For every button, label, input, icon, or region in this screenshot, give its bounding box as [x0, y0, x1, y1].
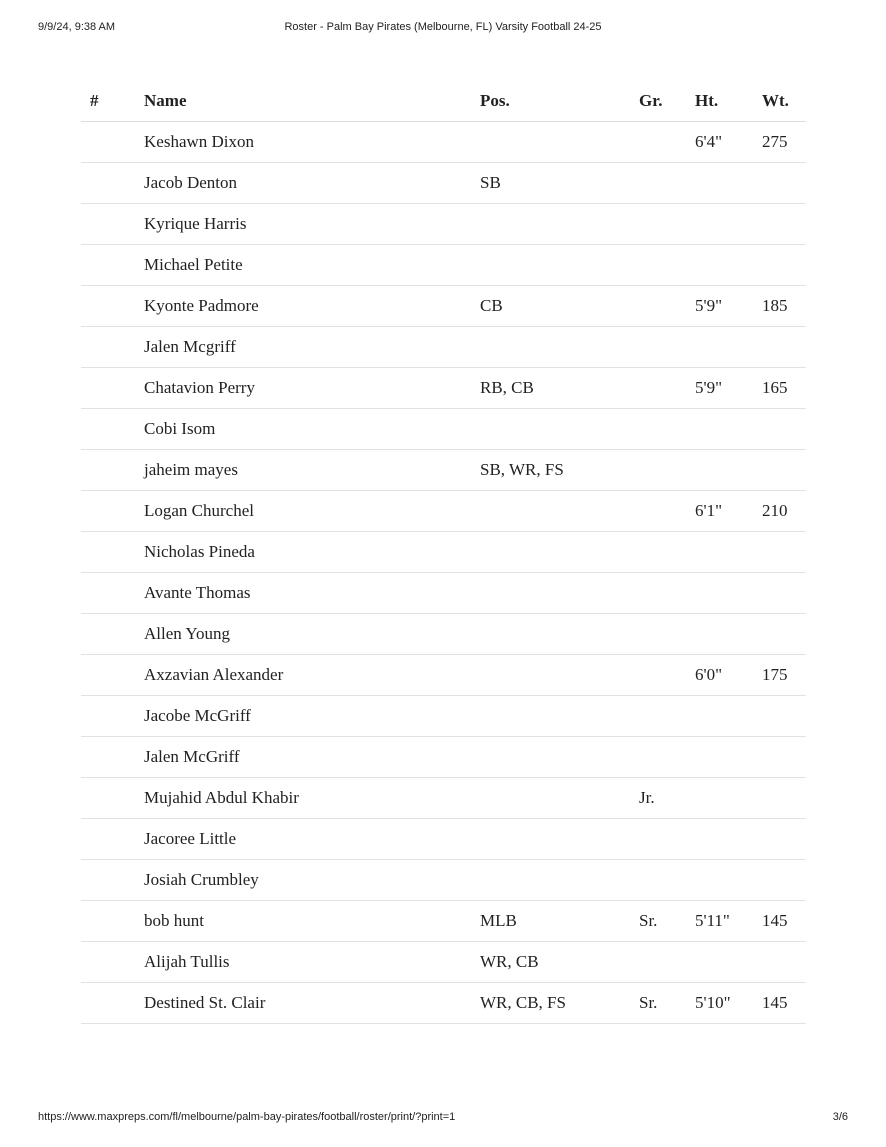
cell-weight — [762, 204, 806, 245]
cell-weight: 275 — [762, 122, 806, 163]
cell-grade — [639, 696, 695, 737]
table-row — [81, 942, 806, 983]
cell-player-name: jaheim mayes — [144, 450, 480, 491]
cell-height — [695, 737, 762, 778]
cell-height: 6'1" — [695, 491, 762, 532]
cell-number — [81, 327, 144, 368]
cell-number — [81, 778, 144, 819]
cell-weight — [762, 573, 806, 614]
cell-grade — [639, 614, 695, 655]
cell-height — [695, 860, 762, 901]
cell-weight — [762, 942, 806, 983]
column-header-height: Ht. — [695, 80, 762, 122]
cell-grade — [639, 655, 695, 696]
cell-player-name: Destined St. Clair — [144, 983, 480, 1024]
cell-position — [480, 122, 639, 163]
table-row — [81, 860, 806, 901]
cell-number — [81, 860, 144, 901]
cell-grade — [639, 942, 695, 983]
cell-height: 6'4" — [695, 122, 762, 163]
cell-number — [81, 286, 144, 327]
cell-grade — [639, 532, 695, 573]
table-row — [81, 491, 806, 532]
roster-table-body — [81, 122, 806, 1024]
cell-position — [480, 778, 639, 819]
cell-weight: 185 — [762, 286, 806, 327]
cell-weight — [762, 245, 806, 286]
cell-weight: 145 — [762, 901, 806, 942]
cell-grade — [639, 450, 695, 491]
table-row — [81, 983, 806, 1024]
cell-weight — [762, 737, 806, 778]
cell-position — [480, 573, 639, 614]
cell-grade — [639, 163, 695, 204]
cell-number — [81, 204, 144, 245]
cell-number — [81, 614, 144, 655]
cell-position — [480, 737, 639, 778]
cell-weight — [762, 696, 806, 737]
cell-weight — [762, 409, 806, 450]
cell-player-name: Kyonte Padmore — [144, 286, 480, 327]
cell-height — [695, 819, 762, 860]
roster-table — [81, 80, 806, 1024]
cell-height — [695, 245, 762, 286]
cell-position — [480, 409, 639, 450]
cell-position — [480, 327, 639, 368]
header-row — [81, 80, 806, 122]
table-row — [81, 122, 806, 163]
cell-grade — [639, 245, 695, 286]
column-header-weight: Wt. — [762, 80, 806, 122]
cell-number — [81, 737, 144, 778]
cell-grade: Sr. — [639, 983, 695, 1024]
table-row — [81, 327, 806, 368]
cell-height — [695, 942, 762, 983]
table-row — [81, 737, 806, 778]
cell-number — [81, 573, 144, 614]
cell-weight — [762, 614, 806, 655]
cell-grade: Jr. — [639, 778, 695, 819]
print-url: https://www.maxpreps.com/fl/melbourne/palm-bay-pirates/football/roster/print/?print=1 — [38, 1111, 456, 1123]
cell-weight — [762, 778, 806, 819]
cell-position: SB, WR, FS — [480, 450, 639, 491]
column-header-number: # — [81, 80, 144, 122]
cell-player-name: Kyrique Harris — [144, 204, 480, 245]
cell-position — [480, 532, 639, 573]
cell-grade — [639, 737, 695, 778]
column-header-grade: Gr. — [639, 80, 695, 122]
cell-grade — [639, 860, 695, 901]
cell-number — [81, 942, 144, 983]
cell-weight: 210 — [762, 491, 806, 532]
table-row — [81, 655, 806, 696]
cell-player-name: Alijah Tullis — [144, 942, 480, 983]
cell-position — [480, 860, 639, 901]
cell-weight — [762, 163, 806, 204]
cell-height — [695, 778, 762, 819]
cell-player-name: Jalen McGriff — [144, 737, 480, 778]
cell-number — [81, 122, 144, 163]
cell-grade: Sr. — [639, 901, 695, 942]
cell-height: 5'9" — [695, 368, 762, 409]
cell-player-name: Mujahid Abdul Khabir — [144, 778, 480, 819]
table-row — [81, 532, 806, 573]
cell-grade — [639, 204, 695, 245]
cell-number — [81, 409, 144, 450]
cell-number — [81, 696, 144, 737]
table-row — [81, 368, 806, 409]
cell-weight — [762, 327, 806, 368]
cell-player-name: Logan Churchel — [144, 491, 480, 532]
cell-position — [480, 696, 639, 737]
cell-grade — [639, 573, 695, 614]
cell-position — [480, 819, 639, 860]
cell-grade — [639, 409, 695, 450]
cell-number — [81, 532, 144, 573]
cell-height — [695, 573, 762, 614]
cell-player-name: Chatavion Perry — [144, 368, 480, 409]
cell-grade — [639, 286, 695, 327]
table-row — [81, 163, 806, 204]
print-datetime: 9/9/24, 9:38 AM — [38, 21, 116, 33]
cell-player-name: Josiah Crumbley — [144, 860, 480, 901]
cell-height — [695, 450, 762, 491]
cell-weight — [762, 860, 806, 901]
table-row — [81, 778, 806, 819]
cell-player-name: Axzavian Alexander — [144, 655, 480, 696]
column-header-name: Name — [144, 80, 480, 122]
print-header — [38, 21, 848, 37]
cell-player-name: Cobi Isom — [144, 409, 480, 450]
table-row — [81, 696, 806, 737]
cell-height: 5'9" — [695, 286, 762, 327]
cell-grade — [639, 819, 695, 860]
cell-player-name: Jacoree Little — [144, 819, 480, 860]
cell-height: 5'10" — [695, 983, 762, 1024]
cell-position — [480, 245, 639, 286]
cell-position: RB, CB — [480, 368, 639, 409]
cell-grade — [639, 122, 695, 163]
table-row — [81, 450, 806, 491]
cell-number — [81, 491, 144, 532]
cell-height — [695, 204, 762, 245]
cell-grade — [639, 491, 695, 532]
cell-height — [695, 532, 762, 573]
cell-weight — [762, 532, 806, 573]
table-row — [81, 573, 806, 614]
cell-position: WR, CB, FS — [480, 983, 639, 1024]
cell-weight: 165 — [762, 368, 806, 409]
column-header-position: Pos. — [480, 80, 639, 122]
print-footer — [38, 1111, 848, 1127]
cell-height: 6'0" — [695, 655, 762, 696]
table-row — [81, 286, 806, 327]
cell-player-name: Allen Young — [144, 614, 480, 655]
cell-height: 5'11" — [695, 901, 762, 942]
cell-weight: 175 — [762, 655, 806, 696]
cell-position: MLB — [480, 901, 639, 942]
cell-position — [480, 204, 639, 245]
cell-player-name: Jacob Denton — [144, 163, 480, 204]
cell-weight: 145 — [762, 983, 806, 1024]
cell-player-name: Avante Thomas — [144, 573, 480, 614]
print-page-title: Roster - Palm Bay Pirates (Melbourne, FL) Varsity Football 24-25 — [284, 21, 602, 33]
table-row — [81, 409, 806, 450]
cell-height — [695, 163, 762, 204]
roster-table-header — [81, 80, 806, 122]
print-page-number: 3/6 — [832, 1111, 848, 1123]
table-row — [81, 204, 806, 245]
cell-position — [480, 614, 639, 655]
cell-weight — [762, 450, 806, 491]
table-row — [81, 614, 806, 655]
cell-player-name: Jalen Mcgriff — [144, 327, 480, 368]
cell-grade — [639, 327, 695, 368]
cell-position: CB — [480, 286, 639, 327]
cell-number — [81, 655, 144, 696]
cell-position: WR, CB — [480, 942, 639, 983]
cell-player-name: Jacobe McGriff — [144, 696, 480, 737]
cell-number — [81, 245, 144, 286]
table-row — [81, 819, 806, 860]
cell-number — [81, 901, 144, 942]
cell-grade — [639, 368, 695, 409]
cell-height — [695, 696, 762, 737]
cell-player-name: bob hunt — [144, 901, 480, 942]
cell-height — [695, 614, 762, 655]
cell-player-name: Keshawn Dixon — [144, 122, 480, 163]
cell-number — [81, 819, 144, 860]
cell-player-name: Nicholas Pineda — [144, 532, 480, 573]
table-row — [81, 901, 806, 942]
cell-number — [81, 368, 144, 409]
cell-player-name: Michael Petite — [144, 245, 480, 286]
cell-number — [81, 983, 144, 1024]
cell-number — [81, 450, 144, 491]
table-row — [81, 245, 806, 286]
cell-weight — [762, 819, 806, 860]
cell-position — [480, 655, 639, 696]
cell-height — [695, 327, 762, 368]
cell-position: SB — [480, 163, 639, 204]
cell-position — [480, 491, 639, 532]
cell-number — [81, 163, 144, 204]
cell-height — [695, 409, 762, 450]
